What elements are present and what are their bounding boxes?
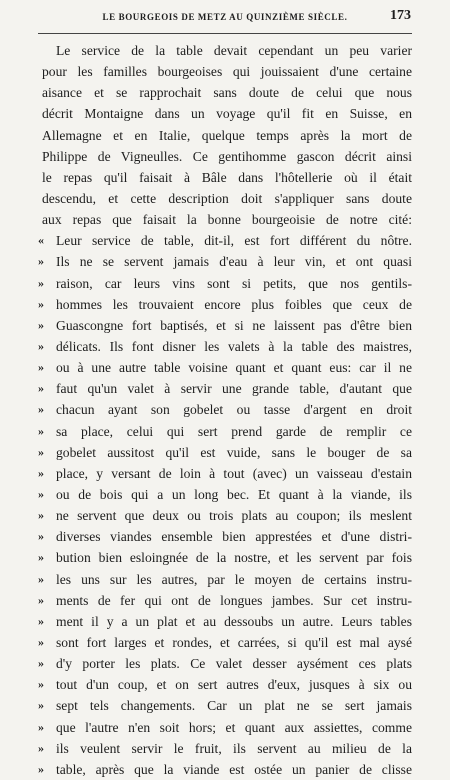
quote-mark: » xyxy=(38,360,44,375)
page-number: 173 xyxy=(390,8,411,23)
text-line xyxy=(38,590,412,611)
line-text: aisance et se rapprochait sans doute de celui que nous xyxy=(42,85,412,101)
text-line xyxy=(38,759,412,780)
quote-mark: » xyxy=(38,613,44,628)
text-line xyxy=(42,125,412,146)
line-text: chacun ayant son gobelet ou tasse d'argent en droit xyxy=(56,402,412,418)
line-text: d'y porter les plats. Ce valet desser aysément ces plats xyxy=(56,656,412,672)
text-line xyxy=(38,294,412,315)
line-text: diverses viandes ensemble bien apprestées et d'une distri- xyxy=(56,529,412,545)
line-text: décrit Montaigne dans un voyage qu'il fit en Suisse, en xyxy=(42,106,412,122)
text-line xyxy=(38,695,412,716)
line-text: sont fort larges et rondes, et carrées, si qu'il est mal aysé xyxy=(56,634,412,650)
line-text: pour les familles bourgeoises qui jouissaient d'une certaine xyxy=(42,64,412,80)
quote-mark: » xyxy=(38,529,44,544)
line-text: que l'autre n'en soit hors; et quant aux assiettes, comme xyxy=(56,719,412,735)
text-line xyxy=(38,674,412,695)
line-text: Ils ne se servent jamais d'eau à leur vin, et ont quasi xyxy=(56,254,412,270)
text-line xyxy=(38,632,412,653)
text-line xyxy=(42,167,412,188)
text-line xyxy=(38,399,412,420)
text-line xyxy=(38,357,412,378)
text-line xyxy=(38,653,412,674)
line-text: gobelet aussitost qu'il est vuide, sans le bouger de sa xyxy=(56,444,412,460)
quote-mark: » xyxy=(38,677,44,692)
line-text: raison, car leurs vins sont si petits, que nos gentils- xyxy=(56,275,412,291)
text-line xyxy=(42,103,412,124)
text-line xyxy=(38,315,412,336)
line-text: descendu, et cette description doit s'appliquer sans doute xyxy=(42,190,412,206)
page-header xyxy=(0,4,450,32)
quote-mark: » xyxy=(38,296,44,311)
line-text: tout d'un coup, et on sert autres d'eux, jusques à six ou xyxy=(56,677,412,693)
line-text: ne servent que deux ou trois plats au coupon; ils meslent xyxy=(56,508,412,524)
quote-mark: » xyxy=(38,761,44,776)
quote-mark: » xyxy=(38,338,44,353)
text-line xyxy=(42,40,412,61)
quote-mark: » xyxy=(38,275,44,290)
quote-mark: » xyxy=(38,634,44,649)
text-line xyxy=(38,463,412,484)
text-line xyxy=(38,505,412,526)
text-line xyxy=(38,421,412,442)
text-line xyxy=(38,611,412,632)
quote-mark: » xyxy=(38,740,44,755)
quote-mark: » xyxy=(38,698,44,713)
quote-mark: » xyxy=(38,254,44,269)
line-text: ou de bois qui a un long bec. Et quant à la viande, ils xyxy=(56,486,412,502)
line-text: place, y versant de loin à tout (avec) un vaisseau d'estain xyxy=(56,465,412,481)
line-text: délicats. Ils font disner les valets à la table des maistres, xyxy=(56,338,412,354)
text-line xyxy=(38,378,412,399)
text-line xyxy=(38,547,412,568)
line-text: ils veulent servir le fruit, ils servent au milieu de la xyxy=(56,740,412,756)
line-text: les uns sur les autres, par le moyen de certains instru- xyxy=(56,571,412,587)
line-text: ment il y a un plat et au dessoubs un autre. Leurs tables xyxy=(56,613,412,629)
line-text: ments de fer qui ont de longues jambes. Sur cet instru- xyxy=(56,592,412,608)
text-line xyxy=(38,526,412,547)
line-text: le repas qu'il faisait à Bâle dans l'hôtellerie où il était xyxy=(42,169,412,185)
text-line xyxy=(38,738,412,759)
quote-mark: » xyxy=(38,381,44,396)
quote-mark: « xyxy=(38,233,44,248)
text-line xyxy=(42,61,412,82)
header-rule xyxy=(38,33,412,34)
line-text: sa place, celui qui sert prend garde de remplir ce xyxy=(56,423,412,439)
line-text: ou à une autre table voisine quant et quant eus: car il ne xyxy=(56,360,412,376)
line-text: Leur service de table, dit-il, est fort différent du nôtre. xyxy=(56,233,412,249)
text-line xyxy=(38,442,412,463)
line-text: aux repas que faisait la bonne bourgeoisie de notre cité: xyxy=(42,212,412,228)
quote-mark: » xyxy=(38,656,44,671)
text-line xyxy=(42,82,412,103)
quote-mark: » xyxy=(38,550,44,565)
line-text: bution bien esloingnée de la nostre, et les servent par fois xyxy=(56,550,412,566)
text-line xyxy=(38,230,412,251)
quote-mark: » xyxy=(38,317,44,332)
line-text: Philippe de Vigneulles. Ce gentihomme gascon décrit ainsi xyxy=(42,148,412,164)
text-line xyxy=(42,146,412,167)
line-text: hommes les trouvaient encore plus foibles que ceux de xyxy=(56,296,412,312)
quote-mark: » xyxy=(38,444,44,459)
line-text: table, après que la viande est ostée un panier de clisse xyxy=(56,761,412,777)
text-line xyxy=(38,251,412,272)
text-line xyxy=(38,273,412,294)
text-line xyxy=(42,188,412,209)
quote-mark: » xyxy=(38,571,44,586)
quote-mark: » xyxy=(38,508,44,523)
line-text: sept tels changements. Car un plat ne se sert jamais xyxy=(56,698,412,714)
text-line xyxy=(38,569,412,590)
running-head: LE BOURGEOIS DE METZ AU QUINZIÈME SIÈCLE. xyxy=(102,12,348,22)
line-text: Le service de la table devait cependant un peu varier xyxy=(56,43,412,58)
line-text: Guascongne fort baptisés, et si ne laissent pas d'être bien xyxy=(56,317,412,333)
line-text: Allemagne et en Italie, quelque temps après la mort de xyxy=(42,127,412,143)
quote-mark: » xyxy=(38,719,44,734)
quote-mark: » xyxy=(38,486,44,501)
quote-mark: » xyxy=(38,465,44,480)
quote-mark: » xyxy=(38,402,44,417)
quote-mark: » xyxy=(38,592,44,607)
quote-mark: » xyxy=(38,423,44,438)
text-line xyxy=(42,209,412,230)
text-line xyxy=(38,336,412,357)
body-text xyxy=(38,40,412,780)
text-line xyxy=(38,484,412,505)
text-line xyxy=(38,717,412,738)
line-text: faut qu'un valet à servir une grande table, d'autant que xyxy=(56,381,412,397)
